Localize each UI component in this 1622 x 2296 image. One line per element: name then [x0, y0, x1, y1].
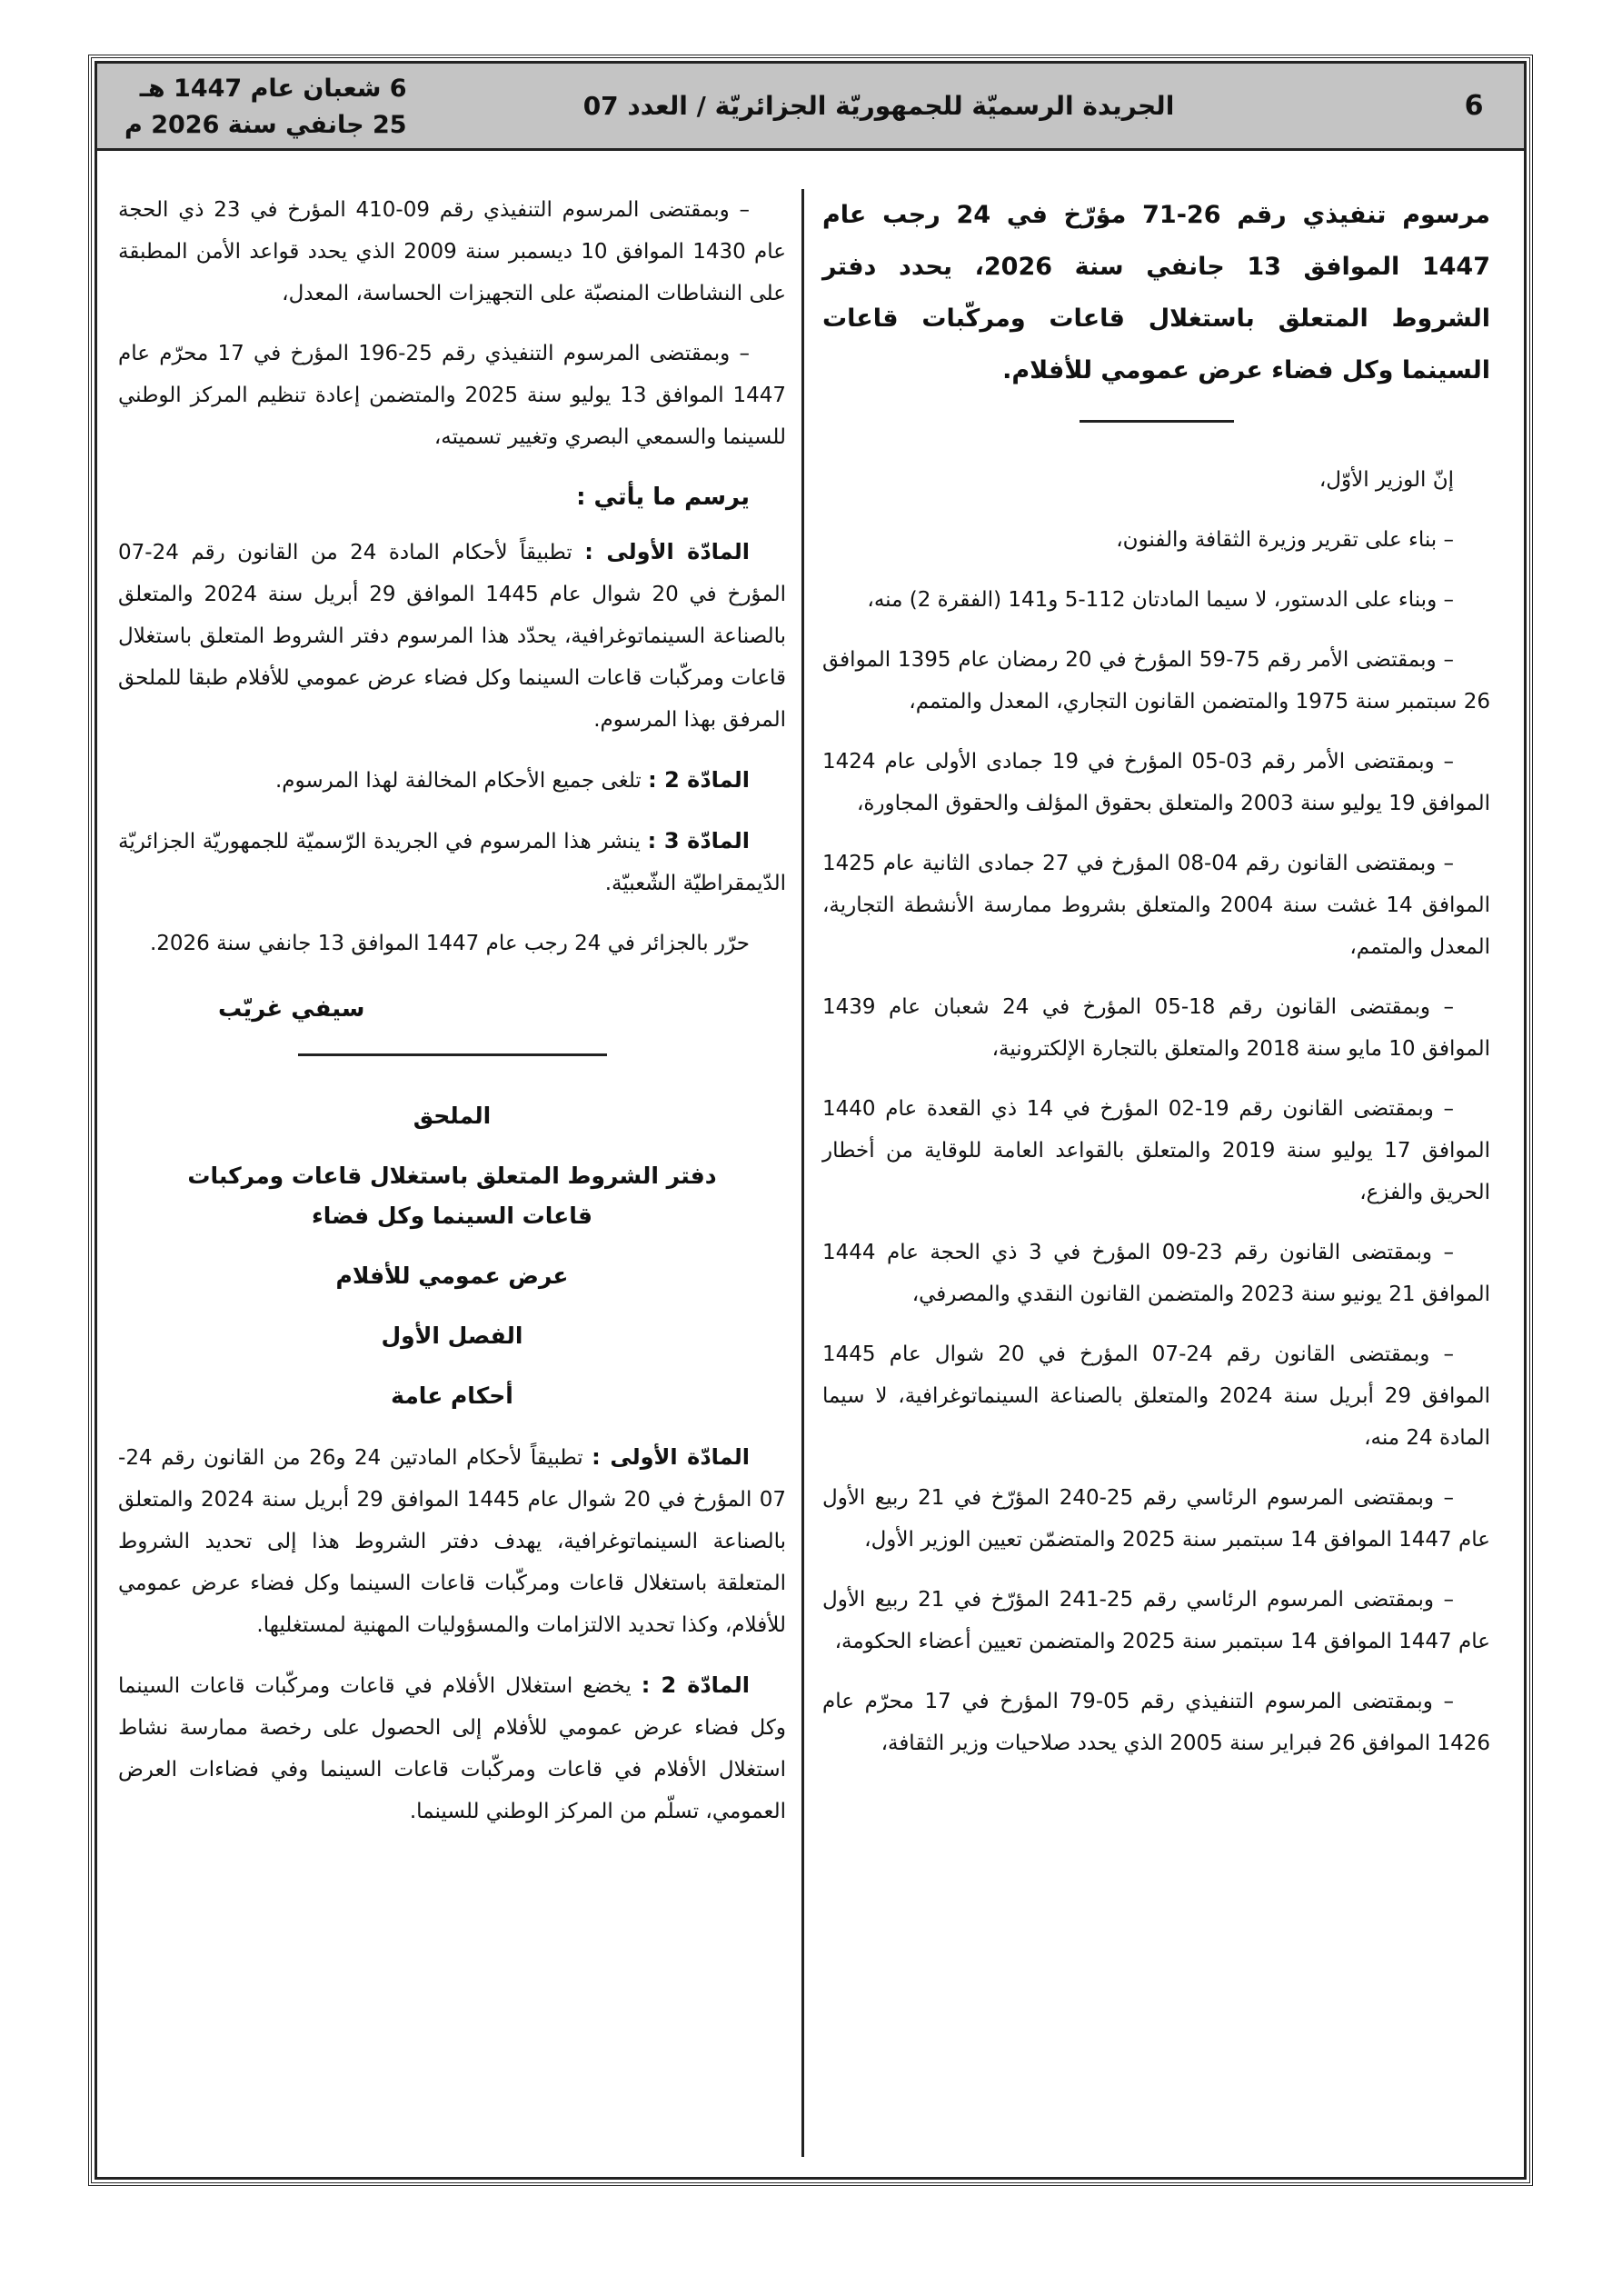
preamble-paragraph: – بناء على تقرير وزيرة الثقافة والفنون،	[1116, 528, 1454, 552]
preamble-paragraph: – وبمقتضى المرسوم الرئاسي رقم 25-240 المؤرّخ في 21 ربيع الأول عام 1447 الموافق 14 سبتمبر سنة 2025 والمتضمّن تعيين الوزير الأول،	[822, 1486, 1490, 1552]
signature: سيفي غريّب	[218, 995, 365, 1023]
annex-title	[118, 1156, 786, 1236]
preamble-paragraph: – وبناء على الدستور، لا سيما المادتان 112-5 و141 (الفقرة 2) منه،	[867, 588, 1454, 612]
page-number: 6	[1464, 90, 1484, 122]
annex-article	[118, 1664, 786, 1832]
divider	[1080, 420, 1234, 423]
preamble-paragraph: – وبمقتضى القانون رقم 18-05 المؤرخ في 24 شعبان عام 1439 الموافق 10 مايو سنة 2018 والمتعلق بالتجارة الإلكترونية،	[822, 995, 1490, 1061]
decree-title: مرسوم تنفيذي رقم 26-71 مؤرّخ في 24 رجب عام 1447 الموافق 13 جانفي سنة 2026، يحدد دفتر الشروط المتعلق باستغلال قاعات ومركّبات قاعات السينما وكل فضاء عرض عمومي للأفلام.	[822, 201, 1490, 384]
preamble-paragraph: – وبمقتضى المرسوم الرئاسي رقم 25-241 المؤرّخ في 21 ربيع الأول عام 1447 الموافق 14 سبتمبر سنة 2025 والمتضمن تعيين أعضاء الحكومة،	[822, 1588, 1490, 1653]
annex-heading: الملحق	[413, 1103, 492, 1129]
preamble-paragraph: – وبمقتضى القانون رقم 23-09 المؤرخ في 3 ذي الحجة عام 1444 الموافق 21 يونيو سنة 2023 والمتضمن القانون النقدي والمصرفي،	[822, 1241, 1490, 1306]
done-at: حرّر بالجزائر في 24 رجب عام 1447 الموافق 13 جانفي سنة 2026.	[149, 932, 750, 955]
gazette-header	[97, 64, 1524, 151]
article-label: المادّة الأولى :	[592, 1444, 751, 1470]
article-label: المادّة الأولى :	[584, 539, 750, 564]
article-label: المادّة 2 :	[648, 767, 750, 793]
preamble-paragraph: – وبمقتضى القانون رقم 04-08 المؤرخ في 27 جمادى الثانية عام 1425 الموافق 14 غشت سنة 2004 والمتعلق بشروط ممارسة الأنشطة التجارية، المعدل والمتمم،	[822, 852, 1490, 959]
article-text: تلغى جميع الأحكام المخالفة لهذا المرسوم.	[274, 769, 642, 793]
article	[118, 820, 786, 904]
divider	[298, 1053, 607, 1056]
annex-article	[118, 1436, 786, 1646]
column-separator	[801, 189, 804, 2157]
preamble-paragraph: – وبمقتضى القانون رقم 19-02 المؤرخ في 14 ذي القعدة عام 1440 الموافق 17 يوليو سنة 2019 والمتعلق بالقواعد العامة للوقاية من أخطار الحريق والفزع،	[822, 1097, 1490, 1204]
date-hijri: 6 شعبان عام 1447 هـ	[139, 75, 407, 103]
preamble-paragraph: – وبمقتضى المرسوم التنفيذي رقم 05-79 المؤرخ في 17 محرّم عام 1426 الموافق 26 فبراير سنة 2005 الذي يحدد صلاحيات وزير الثقافة،	[822, 1690, 1490, 1755]
gazette-title: الجريدة الرسميّة للجمهوريّة الجزائريّة / العدد 07	[582, 91, 1175, 121]
article-label: المادّة 2 :	[641, 1672, 751, 1698]
issue-date	[124, 71, 407, 144]
article-text: يخضع استغلال الأفلام في قاعات ومركّبات قاعات السينما وكل فضاء عرض عمومي للأفلام إلى الحصول على رخصة ممارسة نشاط استغلال الأفلام في قاعات ومركّبات قاعات السينما وفي فضاءات العرض العمومي، تسلّم من المركز الوطني للسينما.	[118, 1674, 786, 1823]
preamble-paragraph: – وبمقتضى الأمر رقم 75-59 المؤرخ في 20 رمضان عام 1395 الموافق 26 سبتمبر سنة 1975 والمتضمن القانون التجاري، المعدل والمتمم،	[822, 648, 1490, 714]
date-gregorian: 25 جانفي سنة 2026 م	[124, 111, 407, 139]
right-column	[822, 189, 1490, 1782]
preamble-paragraph: – وبمقتضى المرسوم التنفيذي رقم 25-196 المؤرخ في 17 محرّم عام 1447 الموافق 13 يوليو سنة 2025 والمتضمن إعادة تنظيم المركز الوطني للسينما والسمعي البصري وتغيير تسميته،	[118, 342, 786, 449]
intro: إنّ الوزير الأوّل،	[1318, 468, 1454, 492]
article-text: تطبيقاً لأحكام المادتين 24 و26 من القانون رقم 24-07 المؤرخ في 20 شوال عام 1445 الموافق 29 أبريل سنة 2024 والمتعلق بالصناعة السينماتوغرافية، يهدف دفتر الشروط هذا إلى تحديد الشروط المتعلقة باستغلال قاعات ومركّبات قاعات السينما وكل فضاء عرض عمومي للأفلام، وكذا تحديد الالتزامات والمسؤوليات المهنية لمستغليها.	[118, 1446, 786, 1637]
article-text: تطبيقاً لأحكام المادة 24 من القانون رقم 24-07 المؤرخ في 20 شوال عام 1445 الموافق 29 أبريل سنة 2024 والمتعلق بالصناعة السينماتوغرافية، يحدّد هذا المرسوم دفتر الشروط المتعلق باستغلال قاعات ومركّبات قاعات السينما وكل فضاء عرض عمومي للأفلام طبقا للملحق المرفق بهذا المرسوم.	[118, 541, 787, 732]
article-label: المادّة 3 :	[647, 828, 751, 854]
decrees-heading: يرسم ما يأتي :	[576, 484, 750, 511]
preamble-paragraph: – وبمقتضى الأمر رقم 03-05 المؤرخ في 19 جمادى الأولى عام 1424 الموافق 19 يوليو سنة 2003 والمتعلق بحقوق المؤلف والحقوق المجاورة،	[822, 750, 1490, 815]
left-column	[118, 189, 786, 1851]
chapter-title: أحكام عامة	[391, 1383, 513, 1409]
article	[118, 759, 786, 802]
annex-title-line: دفتر الشروط المتعلق باستغلال قاعات ومركبات	[187, 1163, 717, 1189]
preamble-paragraph: – وبمقتضى القانون رقم 24-07 المؤرخ في 20 شوال عام 1445 الموافق 29 أبريل سنة 2024 والمتعلق بالصناعة السينماتوغرافية، لا سيما المادة 24 منه،	[822, 1343, 1490, 1450]
annex-title-line: عرض عمومي للأفلام	[335, 1263, 569, 1289]
preamble-paragraph: – وبمقتضى المرسوم التنفيذي رقم 09-410 المؤرخ في 23 ذي الحجة عام 1430 الموافق 10 ديسمبر سنة 2009 الذي يحدد قواعد الأمن المطبقة على النشاطات المنصبّة على التجهيزات الحساسة، المعدل،	[118, 198, 786, 305]
annex-title-line: قاعات السينما وكل فضاء	[312, 1203, 592, 1229]
article	[118, 531, 786, 741]
chapter-heading: الفصل الأول	[381, 1323, 523, 1349]
article-text: ينشر هذا المرسوم في الجريدة الرّسميّة للجمهوريّة الجزائريّة الدّيمقراطيّة الشّعبيّة.	[118, 830, 786, 895]
